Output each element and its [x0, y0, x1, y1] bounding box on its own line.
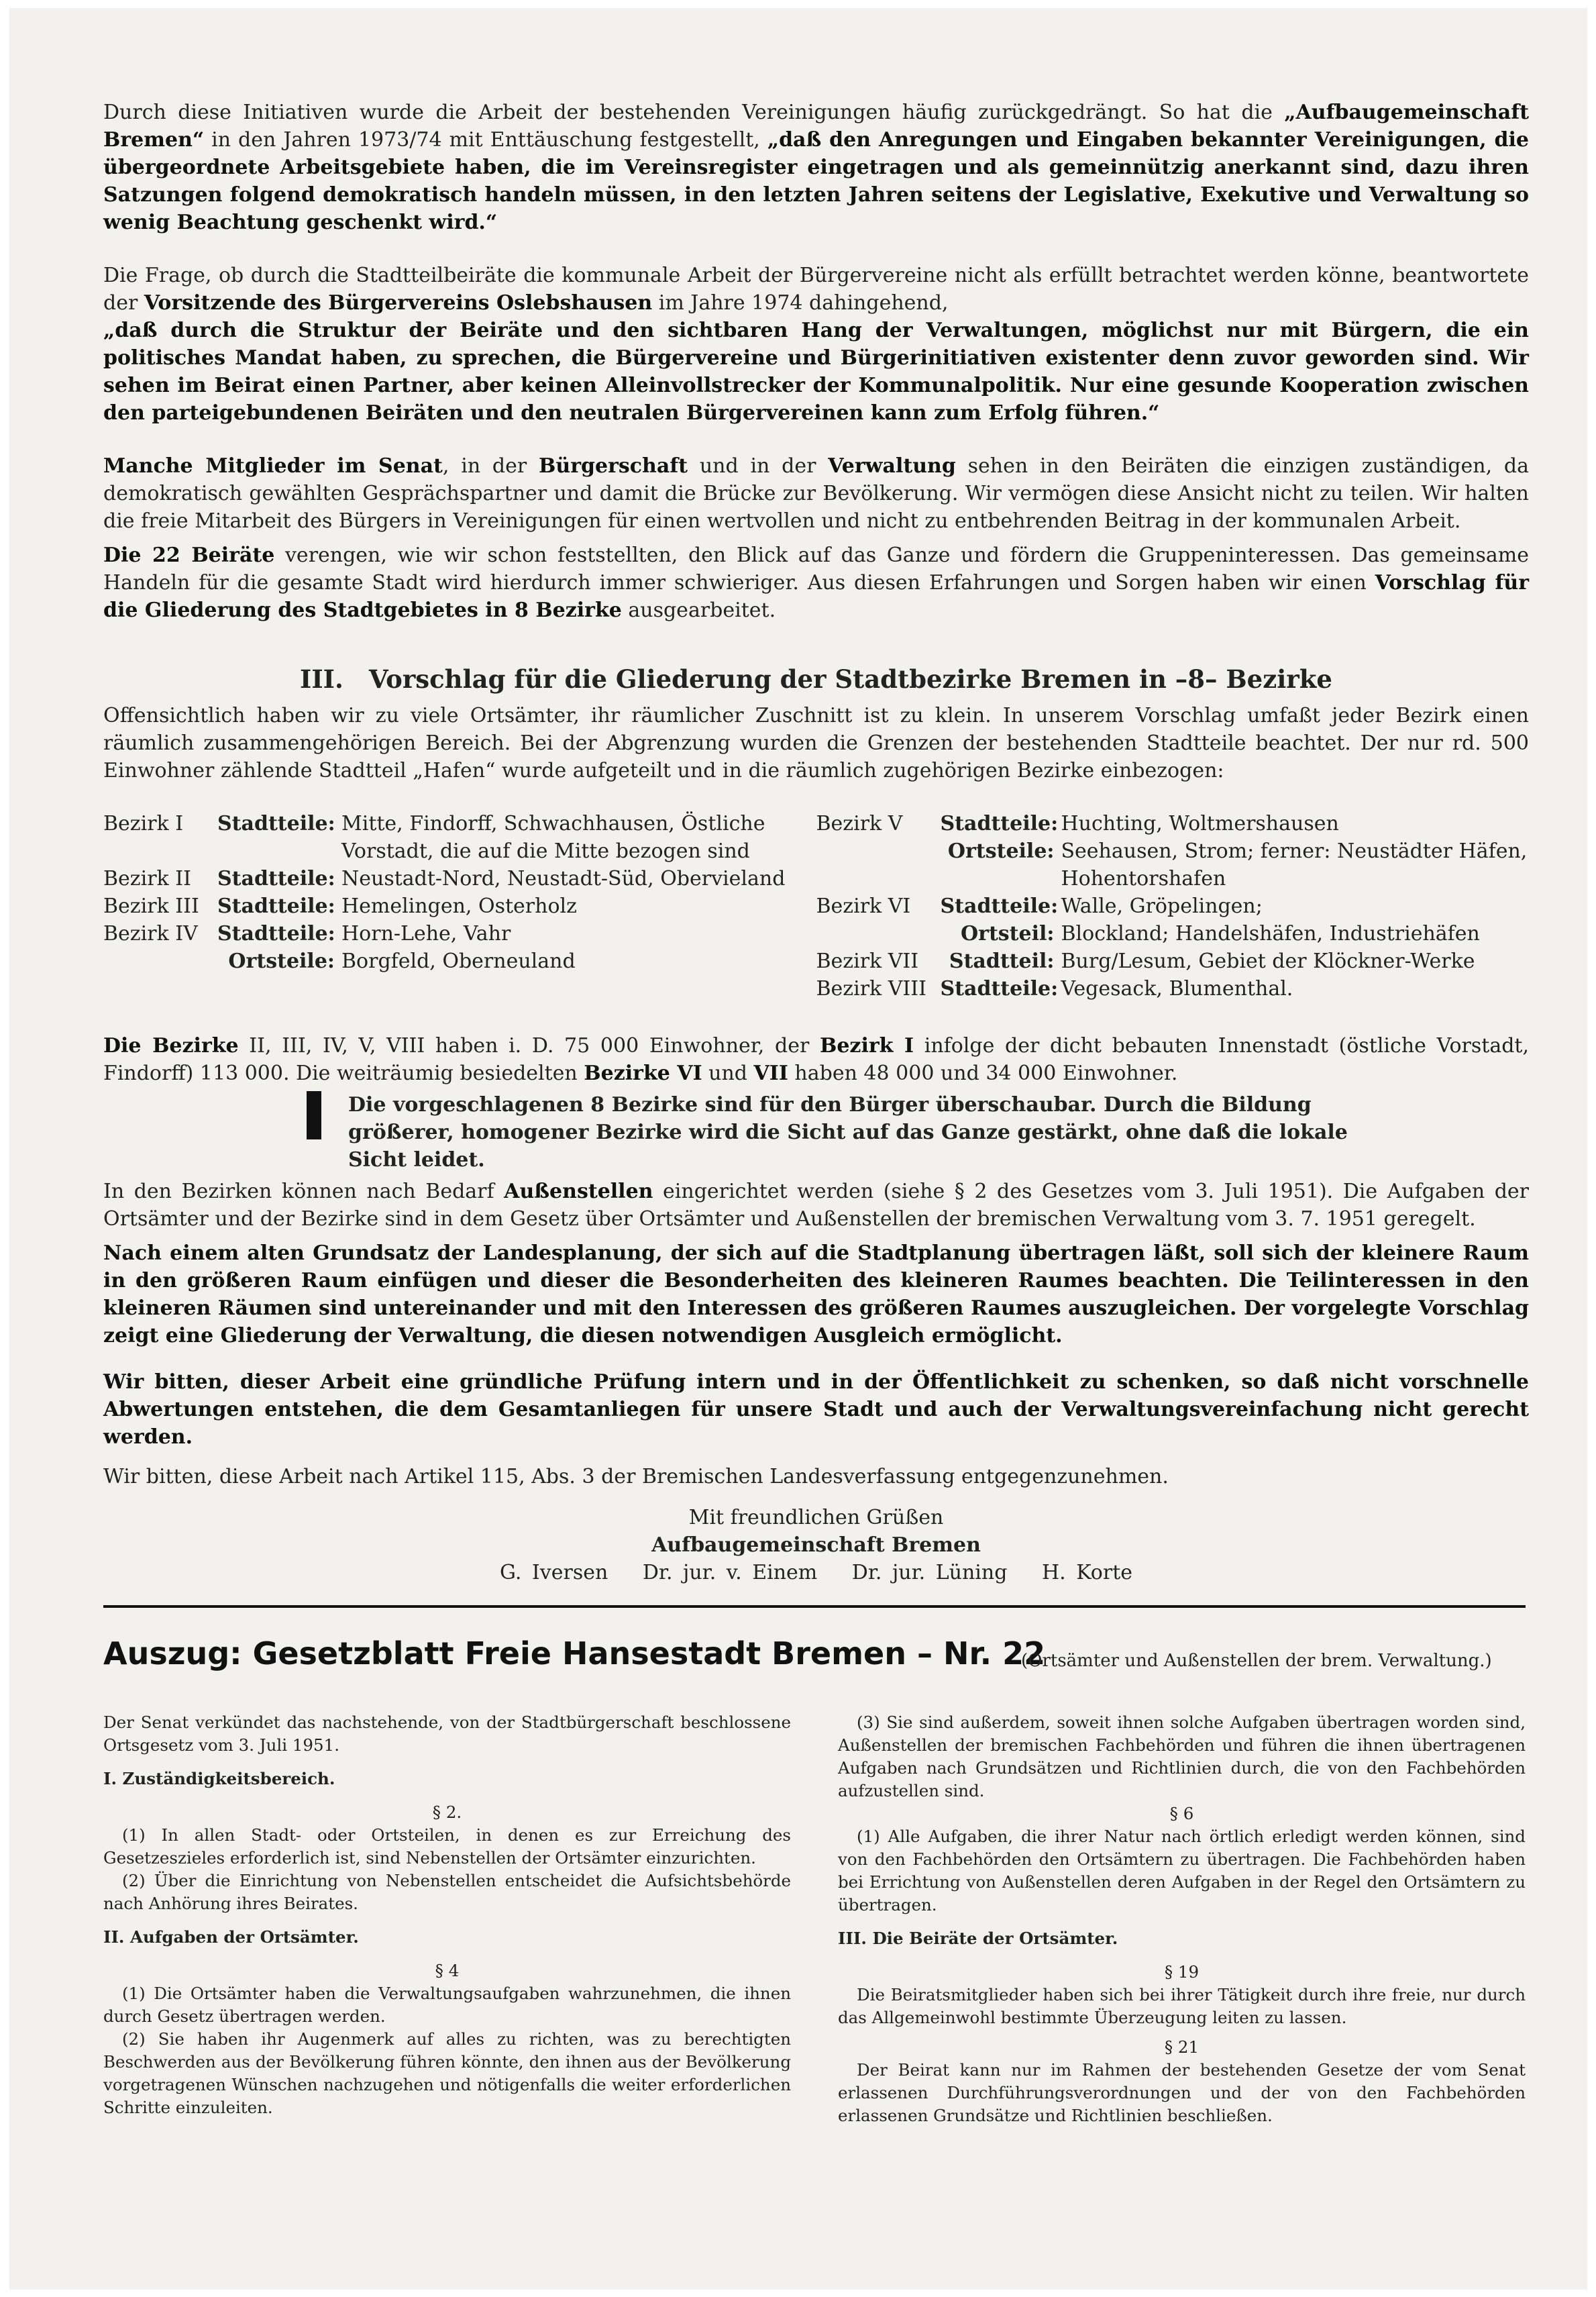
bezirk-row: Ortsteile: Seehausen, Strom; ferner: Neustädter Häfen, Hohentorshafen: [947, 839, 1528, 890]
excerpt-clause: (3) Sie sind außerdem, soweit ihnen solche Aufgaben übertragen worden sind, Außenstellen der bremischen Fachbehörden und führen die ihnen übertragenen Aufgaben nach Grundsätzen und Richtlinien durch, die von den Fachbehörden aufzustellen sind.: [838, 1713, 1526, 1800]
auszug-subtitle: (Ortsämter und Außenstellen der brem. Verwaltung.): [1021, 1651, 1492, 1671]
bezirke-list: [103, 810, 1529, 1003]
bezirk-row: Ortsteile: Borgfeld, Oberneuland: [228, 950, 576, 973]
request-paragraph-2: Wir bitten, diese Arbeit nach Artikel 115, Abs. 3 der Bremischen Landesverfassung entgegenzunehmen.: [103, 1465, 1169, 1488]
excerpt-clause: (1) In allen Stadt- oder Ortsteilen, in denen es zur Erreichung des Gesetzeszieles erforderlich ist, sind Nebenstellen der Ortsämter einzurichten.: [103, 1825, 791, 1868]
closing-block: [103, 1504, 1529, 1586]
bezirk-row: Bezirk III Stadtteile: Hemelingen, Osterholz: [103, 895, 577, 918]
signatory: Dr. jur. Lüning: [851, 1561, 1008, 1584]
excerpt-clause: (2) Über die Einrichtung von Nebenstellen entscheidet die Aufsichtsbehörde nach Anhörung ihres Beirates.: [103, 1871, 791, 1913]
document-page: [9, 8, 1587, 2290]
intro-paragraph-1: Durch diese Initiativen wurde die Arbeit der bestehenden Vereinigungen häufig zurückgedrängt. So hat die „Aufbaugemeinschaft Bremen“ in den Jahren 1973/74 mit Enttäuschung festgestellt, „daß den Anregungen und Eingaben bekannter Vereinigungen, die übergeordnete Arbeitsgebiete haben, die im Vereinsregister eingetragen und als gemeinnützig anerkannt sind, dazu ihren Satzungen folgend demokratisch handeln müssen, in den letzten Jahren seitens der Legislative, Exekutive und Verwaltung so wenig Beachtung geschenkt wird.“: [103, 101, 1529, 234]
excerpt-clause: (1) Die Ortsämter haben die Verwaltungsaufgaben wahrzunehmen, die ihnen durch Gesetz übertragen werden.: [103, 1984, 791, 2026]
section-intro: Offensichtlich haben wir zu viele Ortsämter, ihr räumlicher Zuschnitt ist zu klein. In unserem Vorschlag umfaßt jeder Bezirk einen räumlich zusammengehörigen Bereich. Bei der Abgrenzung wurden die Grenzen der bestehenden Stadtteile beachtet. Der nur rd. 500 Einwohner zählende Stadtteil „Hafen“ wurde aufgeteilt und in die räumlich zugehörigen Bezirke einbezogen:: [103, 704, 1529, 782]
bezirke-column-left: [103, 810, 816, 1003]
section-title: Vorschlag für die Gliederung der Stadtbezirke Bremen in –8– Bezirke: [368, 664, 1332, 694]
bezirke-column-right: [816, 810, 1530, 1003]
excerpt-clause: Die Beiratsmitglieder haben sich bei ihrer Tätigkeit durch ihre freie, nur durch das Allgemeinwohl bestimmte Überzeugung leiten zu lassen.: [838, 1985, 1526, 2027]
excerpt-clause: (2) Sie haben ihr Augenmerk auf alles zu richten, was zu berechtigten Beschwerden aus der Bevölkerung führen könnte, den ihnen aus der Bevölkerung vorgetragenen Wünschen nachzugehen und nötigenfalls die weiter erforderlichen Schritte einzuleiten.: [103, 2029, 791, 2117]
callout-marker-bar: [307, 1091, 321, 1139]
bezirk-row: Ortsteil: Blockland; Handelshäfen, Industriehäfen: [961, 922, 1480, 946]
grundsatz-paragraph: Nach einem alten Grundsatz der Landesplanung, der sich auf die Stadtplanung übertragen läßt, soll sich der kleinere Raum in den größeren Raum einfügen und dieser die Besonderheiten des kleineren Raumes beachten. Die Teilinteressen in den kleineren Räumen sind untereinander und mit den Interessen des größeren Raumes auszugleichen. Der vorgelegte Vorschlag zeigt eine Gliederung der Verwaltung, die diesen notwendigen Ausgleich ermöglicht.: [103, 1241, 1529, 1347]
gesetzblatt-excerpt: [103, 1711, 1526, 2127]
excerpt-column-left: [103, 1711, 791, 2127]
intro-paragraph-2: Die Frage, ob durch die Stadtteilbeiräte die kommunale Arbeit der Bürgervereine nicht als erfüllt betrachtet werden könne, beantwortete der Vorsitzende des Bürgervereins Oslebshausen im Jahre 1974 dahingehend, „daß durch die Struktur der Beiräte und den sichtbaren Hang der Verwaltungen, möglichst nur mit Bürgern, die ein politisches Mandat haben, zu sprechen, die Bürgervereine und Bürgerinitiativen existenter denn zuvor geworden sind. Wir sehen im Beirat einen Partner, aber keinen Alleinvollstrecker der Kommunalpolitik. Nur eine gesunde Kooperation zwischen den parteigebundenen Beiräten und den neutralen Bürgervereinen kann zum Erfolg führen.“: [103, 264, 1529, 425]
request-paragraph-1: Wir bitten, dieser Arbeit eine gründliche Prüfung intern und in der Öffentlichkeit zu schenken, so daß nicht vorschnelle Abwertungen entstehen, die dem Gesamtanliegen für unsere Stadt und auch der Verwaltungsvereinfachung nicht gerecht werden.: [103, 1370, 1529, 1449]
closing-organization: Aufbaugemeinschaft Bremen: [651, 1533, 981, 1557]
excerpt-heading: III. Die Beiräte der Ortsämter.: [838, 1929, 1118, 1948]
closing-greeting: Mit freundlichen Grüßen: [688, 1506, 944, 1529]
paragraph-sign: § 4: [435, 1961, 460, 1980]
excerpt-intro: Der Senat verkündet das nachstehende, von der Stadtbürgerschaft beschlossene Ortsgesetz vom 3. Juli 1951.: [103, 1713, 791, 1755]
paragraph-sign: § 21: [1164, 2037, 1200, 2057]
excerpt-clause: Der Beirat kann nur im Rahmen der bestehenden Gesetze der vom Senat erlassenen Durchführungsverordnungen und der von den Fachbehörden erlassenen Grundsätze und Richtlinien beschließen.: [838, 2060, 1526, 2125]
bezirk-row: Bezirk VI Stadtteile: Walle, Gröpelingen;: [816, 895, 1263, 918]
section-heading: [103, 663, 1529, 695]
excerpt-clause: (1) Alle Aufgaben, die ihrer Natur nach örtlich erledigt werden können, sind von den Fachbehörden den Ortsämtern zu übertragen. Die Fachbehörden haben bei Errichtung von Außenstellen deren Aufgaben in der Regel den Ortsämtern zu übertragen.: [838, 1827, 1526, 1915]
bezirk-row: Bezirk VIII Stadtteile: Vegesack, Blumenthal.: [816, 977, 1293, 1001]
callout-text: Die vorgeschlagenen 8 Bezirke sind für den Bürger überschaubar. Durch die Bildung größerer, homogener Bezirke wird die Sicht auf das Ganze gestärkt, ohne daß die lokale Sicht leidet.: [348, 1093, 1348, 1172]
excerpt-heading: I. Zuständigkeitsbereich.: [103, 1769, 335, 1788]
paragraph-sign: § 2.: [432, 1802, 462, 1822]
auszug-title: Auszug: Gesetzblatt Freie Hansestadt Bremen – Nr. 22: [103, 1635, 1046, 1672]
bezirk-row: Bezirk V Stadtteile: Huchting, Woltmershausen: [816, 812, 1339, 835]
bezirk-row: Bezirk I Stadtteile: Mitte, Findorff, Schwachhausen, Östliche Vorstadt, die auf die Mitte bezogen sind: [103, 812, 765, 863]
signatory: Dr. jur. v. Einem: [642, 1561, 818, 1584]
main-text: [103, 99, 1529, 1586]
excerpt-heading: II. Aufgaben der Ortsämter.: [103, 1927, 359, 1947]
signatory: G. Iversen: [499, 1561, 608, 1584]
excerpt-column-right: [838, 1711, 1526, 2127]
signatories: [103, 1559, 1529, 1586]
intro-paragraph-4: Die 22 Beiräte verengen, wie wir schon feststellten, den Blick auf das Ganze und fördern die Gruppeninteressen. Das gemeinsame Handeln für die gesamte Stadt wird hierdurch immer schwieriger. Aus diesen Erfahrungen und Sorgen haben wir einen Vorschlag für die Gliederung des Stadtgebietes in 8 Bezirke ausgearbeitet.: [103, 544, 1530, 622]
highlight-callout: [103, 1091, 1529, 1174]
paragraph-sign: § 19: [1164, 1962, 1200, 1982]
bezirk-row: Bezirk II Stadtteile: Neustadt-Nord, Neustadt-Süd, Obervieland: [103, 867, 786, 890]
horizontal-divider: [103, 1605, 1526, 1608]
signatory: H. Korte: [1041, 1561, 1133, 1584]
population-paragraph: Die Bezirke II, III, IV, V, VIII haben i. D. 75 000 Einwohner, der Bezirk I infolge der dicht bebauten Innenstadt (östliche Vorstadt, Findorff) 113 000. Die weiträumig besiedelten Bezirke VI und VII haben 48 000 und 34 000 Einwohner.: [103, 1034, 1530, 1085]
bezirk-row: Bezirk IV Stadtteile: Horn-Lehe, Vahr: [103, 922, 511, 946]
intro-paragraph-3: Manche Mitglieder im Senat, in der Bürgerschaft und in der Verwaltung sehen in den Beiräten die einzigen zuständigen, da demokratisch gewählten Gesprächspartner und damit die Brücke zur Bevölkerung. Wir vermögen diese Ansicht nicht zu teilen. Wir halten die freie Mitarbeit des Bürgers in Vereinigungen für einen wertvollen und nicht zu entbehrenden Beitrag in der kommunalen Arbeit.: [103, 454, 1529, 533]
paragraph-sign: § 6: [1169, 1804, 1194, 1823]
bezirk-row: Bezirk VII Stadtteil: Burg/Lesum, Gebiet der Klöckner-Werke: [816, 950, 1475, 973]
section-number: III.: [300, 664, 343, 694]
aussenstellen-paragraph: In den Bezirken können nach Bedarf Außenstellen eingerichtet werden (siehe § 2 des Gesetzes vom 3. Juli 1951). Die Aufgaben der Ortsämter und der Bezirke sind in dem Gesetz über Ortsämter und Außenstellen der bremischen Verwaltung vom 3. 7. 1951 geregelt.: [103, 1180, 1529, 1231]
